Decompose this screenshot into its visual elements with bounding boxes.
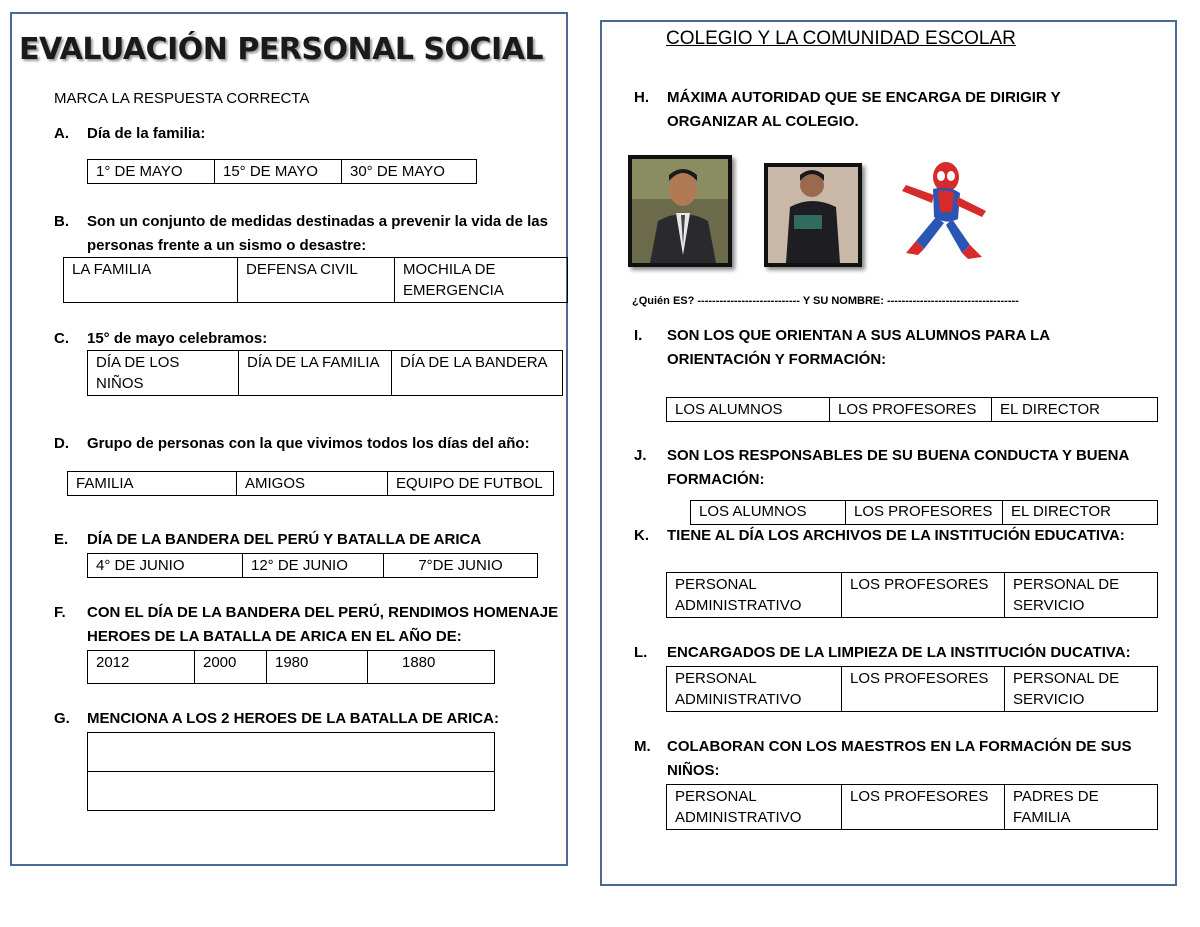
option[interactable]: 7°DE JUNIO (384, 554, 538, 578)
question-text-2: HEROES DE LA BATALLA DE ARICA EN EL AÑO DE: (87, 628, 462, 645)
question-text: Son un conjunto de medidas destinadas a prevenir la vida de las (87, 213, 548, 230)
answer-line[interactable] (88, 733, 495, 772)
question-letter: F. (54, 604, 66, 621)
option[interactable]: LOS PROFESORES (846, 501, 1003, 525)
option[interactable]: DÍA DE LA BANDERA (392, 351, 563, 396)
option[interactable]: PERSONAL ADMINISTRATIVO (667, 573, 842, 618)
question-letter: B. (54, 213, 69, 230)
question-j (634, 444, 1164, 492)
option[interactable]: PERSONAL ADMINISTRATIVO (667, 667, 842, 712)
option[interactable]: 30° DE MAYO (342, 160, 477, 184)
options-e (87, 553, 538, 578)
options-j (690, 500, 1158, 525)
question-text: Día de la familia: (87, 125, 206, 142)
options-m (666, 784, 1158, 830)
spiderman-picture (888, 159, 998, 263)
question-letter: A. (54, 125, 69, 142)
left-page (10, 12, 568, 866)
question-k (634, 524, 1164, 548)
question-text-2: personas frente a un sismo o desastre: (87, 237, 367, 254)
option[interactable]: LOS PROFESORES (830, 398, 992, 422)
question-text: ENCARGADOS DE LA LIMPIEZA DE LA INSTITUCIÓN DUCATIVA: (667, 644, 1131, 661)
option[interactable]: PERSONAL DE SERVICIO (1005, 573, 1158, 618)
question-text: COLABORAN CON LOS MAESTROS EN LA FORMACIÓN DE SUS (667, 738, 1132, 755)
question-text: MÁXIMA AUTORIDAD QUE SE ENCARGA DE DIRIGIR Y (667, 89, 1061, 106)
question-text: 15° de mayo celebramos: (87, 330, 268, 347)
option[interactable]: DÍA DE LOS NIÑOS (88, 351, 239, 396)
question-text-2: ORIENTACIÓN Y FORMACIÓN: (667, 351, 887, 368)
option[interactable]: LOS ALUMNOS (667, 398, 830, 422)
option[interactable]: DÍA DE LA FAMILIA (239, 351, 392, 396)
options-f (87, 650, 495, 684)
option[interactable]: PERSONAL ADMINISTRATIVO (667, 785, 842, 830)
question-d (54, 432, 574, 456)
answer-box-g (87, 732, 495, 811)
question-text: MENCIONA A LOS 2 HEROES DE LA BATALLA DE ARICA: (87, 710, 499, 727)
options-l (666, 666, 1158, 712)
question-a (54, 122, 574, 146)
option[interactable]: 1° DE MAYO (88, 160, 215, 184)
question-text-2: ORGANIZAR AL COLEGIO. (667, 113, 859, 130)
question-text-2: FORMACIÓN: (667, 471, 765, 488)
question-e (54, 528, 574, 552)
man-photo (628, 155, 732, 267)
option[interactable]: AMIGOS (237, 472, 388, 496)
option[interactable]: 4° DE JUNIO (88, 554, 243, 578)
option[interactable]: LOS PROFESORES (842, 573, 1005, 618)
question-letter: I. (634, 327, 643, 344)
option[interactable]: EL DIRECTOR (1003, 501, 1158, 525)
question-b (54, 210, 574, 258)
question-f (54, 601, 574, 649)
options-a (87, 159, 477, 184)
instruction: MARCA LA RESPUESTA CORRECTA (54, 90, 310, 107)
options-k (666, 572, 1158, 618)
option[interactable]: MOCHILA DE EMERGENCIA (395, 258, 568, 303)
question-c (54, 327, 574, 351)
child-photo (764, 163, 862, 267)
option[interactable]: LOS PROFESORES (842, 667, 1005, 712)
question-letter: M. (634, 738, 651, 755)
option[interactable]: 1980 (267, 651, 368, 684)
man-photo-image (628, 155, 732, 267)
question-text: TIENE AL DÍA LOS ARCHIVOS DE LA INSTITUCIÓN EDUCATIVA: (667, 527, 1125, 544)
option[interactable]: EL DIRECTOR (992, 398, 1158, 422)
question-text: SON LOS QUE ORIENTAN A SUS ALUMNOS PARA LA (667, 327, 1051, 344)
question-letter: E. (54, 531, 69, 548)
options-b (63, 257, 568, 303)
options-i (666, 397, 1158, 422)
section-title: COLEGIO Y LA COMUNIDAD ESCOLAR (666, 28, 1016, 49)
question-i (634, 324, 1164, 372)
option[interactable]: 12° DE JUNIO (243, 554, 384, 578)
question-letter: L. (634, 644, 648, 661)
option[interactable]: EQUIPO DE FUTBOL (388, 472, 554, 496)
question-text: SON LOS RESPONSABLES DE SU BUENA CONDUCTA Y BUENA (667, 447, 1130, 464)
question-text: DÍA DE LA BANDERA DEL PERÚ Y BATALLA DE ARICA (87, 531, 482, 548)
question-h (634, 86, 1164, 134)
question-text: CON EL DÍA DE LA BANDERA DEL PERÚ, RENDIMOS HOMENAJE (87, 604, 559, 621)
question-g (54, 707, 574, 731)
question-m (634, 735, 1164, 783)
option[interactable]: FAMILIA (68, 472, 237, 496)
question-letter: J. (634, 447, 647, 464)
question-letter: G. (54, 710, 70, 727)
question-l (634, 641, 1164, 665)
option[interactable]: 15° DE MAYO (215, 160, 342, 184)
question-letter: D. (54, 435, 69, 452)
page-title: EVALUACIÓN PERSONAL SOCIAL (19, 32, 544, 67)
question-text-2: NIÑOS: (667, 762, 720, 779)
option[interactable]: PERSONAL DE SERVICIO (1005, 667, 1158, 712)
question-letter: K. (634, 527, 649, 544)
child-photo-image (764, 163, 862, 267)
option[interactable]: PADRES DE FAMILIA (1005, 785, 1158, 830)
question-letter: C. (54, 330, 69, 347)
options-d (67, 471, 554, 496)
option[interactable]: DEFENSA CIVIL (238, 258, 395, 303)
answer-line[interactable] (88, 772, 495, 811)
question-text: Grupo de personas con la que vivimos todos los días del año: (87, 435, 530, 452)
question-letter: H. (634, 89, 649, 106)
option[interactable]: LA FAMILIA (64, 258, 238, 303)
option[interactable]: LOS PROFESORES (842, 785, 1005, 830)
option[interactable]: LOS ALUMNOS (691, 501, 846, 525)
right-page (600, 20, 1177, 886)
option[interactable]: 2000 (195, 651, 267, 684)
options-c (87, 350, 563, 396)
who-prompt: ¿Quién ES? ---------------------------- Y SU NOMBRE: ------------------------------------ (632, 295, 1019, 307)
option[interactable]: 1880 (368, 651, 495, 684)
option[interactable]: 2012 (88, 651, 195, 684)
spiderman-image (888, 159, 998, 263)
